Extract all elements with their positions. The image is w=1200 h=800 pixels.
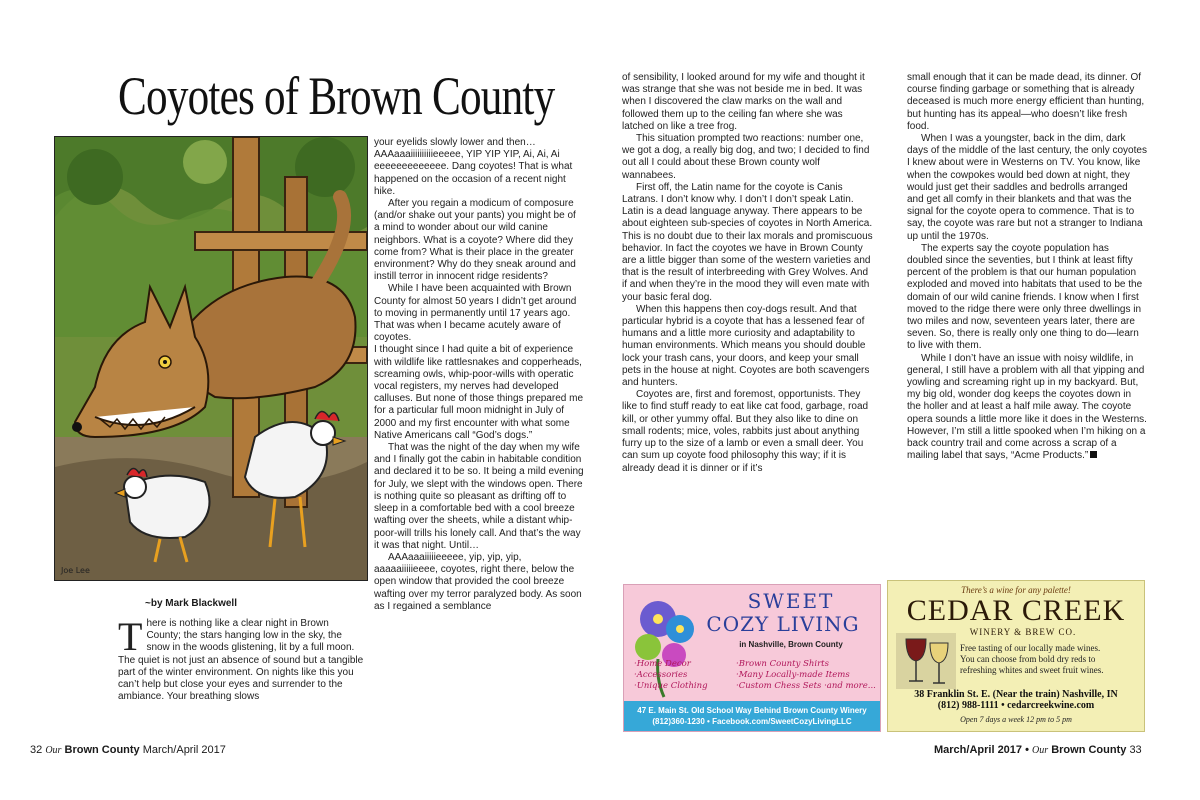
end-mark-icon: [1090, 451, 1097, 458]
sweet-cozy-living-ad[interactable]: [623, 584, 881, 732]
paragraph: of sensibility, I looked around for my wife and thought it was strange that she was not beside me in bed. It was when I discovered the claw marks on the wall and followed them up to the ceiling fan where she was latched on like a tree frog.: [622, 72, 865, 132]
paragraph: While I have been acquainted with Brown County for almost 50 years I didn’t get around to moving in permanently until 17 years ago. That was when I became acutely aware of coyotes.: [374, 283, 577, 344]
issue-date: March/April 2017: [142, 744, 226, 756]
paragraph: That was the night of the day when my wife and I finally got the cabin in habitable condition and declared it to be so. It being a mild evening for July, we slept with the windows open. There is nothing quite so pleasant as drifting off to sleep in a comfortable bed with a cool breeze wafting over the sheets, while a distant whip-poor-will trills his lonely call. And that’s the way it was that night. Until…: [374, 442, 584, 551]
sweet-title: SWEET: [747, 589, 835, 613]
list-item: ·Many Locally-made Items: [736, 670, 850, 680]
illustration-signature: Joe Lee: [61, 566, 90, 575]
paragraph: [907, 353, 1147, 463]
sweet-subtitle: in Nashville, Brown County: [739, 640, 843, 649]
cedar-address: 38 Franklin St. E. (Near the train) Nashville, IN: [914, 689, 1118, 700]
magazine-our: Our: [45, 745, 62, 756]
description-line: You can choose from bold dry reds to: [960, 654, 1096, 664]
sweet-contact-bar: [624, 701, 880, 731]
list-item: ·Accessories: [634, 670, 688, 680]
list-item: ·Unique Clothing: [634, 681, 708, 691]
coyote-chicken-illustration: [54, 136, 368, 581]
cozy-living-title: COZY LIVING: [706, 612, 860, 636]
magazine-our: Our: [1032, 745, 1049, 756]
paragraph: This situation prompted two reactions: number one, we got a dog, a really big dog, and two; I decided to find out all I could about these Brown county wolf wannabees.: [622, 133, 870, 181]
paragraph: When I was a youngster, back in the dim, dark days of the middle of the last century, the only coyotes I knew about were in Westerns on TV. You know, like when the cowpokes would bed down at night, they would just get their saddles and bedrolls arranged and get all comfy in their blankets and that was the signal for the coyote opera to commence. That is to say, the coyote was rare but not a stranger to Indiana up until the 1970s.: [907, 133, 1147, 242]
cedar-contact: (812) 988-1111 • cedarcreekwine.com: [937, 700, 1095, 711]
opening-text: here is nothing like a clear night in Brown County; the stars hanging low in the sky, the snow in the woods glistening, lit by a full moon. The quiet is not just an absence of sound but a tangible part of the winter environment. On nights like this you can’t help but close your eyes and surrender to the ambiance. Your breathing slows: [118, 618, 364, 703]
article-column-1: [118, 614, 364, 703]
paragraph: I thought since I had quite a bit of experience with wildlife like rattlesnakes and copperheads, screaming owls, whip-poor-wills with operatic vocal registers, my nerves had developed calluses. But none of those things prepared me for a particular full moon midnight in July of 2000 and my first encounter with what some Native Americans call “God’s dogs.”: [374, 344, 584, 441]
cedar-hours: Open 7 days a week 12 pm to 5 pm: [960, 715, 1072, 724]
closing-text: While I don’t have an issue with noisy wildlife, in general, I still have a problem with all that yipping and yowling and screaming right up in my backyard. But, my big old, wonder dog keeps the coyotes down in the holler and at least a half mile away. The coyote opera sounds a little more like it does in the Westerns. However, I’m still a little spooked when I’m hiking on a back country trail and come across a scrap of a mailing label that says, “Acme Products.”: [907, 352, 1147, 462]
illustration-svg: [55, 137, 367, 580]
footer-left: [30, 744, 226, 756]
cedar-description: [960, 643, 1140, 676]
list-item: ·Home Decor: [634, 659, 691, 669]
byline: ~by Mark Blackwell: [145, 598, 237, 609]
list-item: ·Brown County Shirts: [736, 659, 829, 669]
paragraph: After you regain a modicum of composure (and/or shake out your pants) you might be of a mind to wonder about our wild canine neighbors. What is a coyote? Where did they come from? What is their place in the greater environment? Why do they sneak around and instill terror in innocent ridge residents?: [374, 198, 576, 283]
cedar-address-block: [888, 689, 1144, 711]
magazine-brand: Brown County: [1051, 744, 1127, 756]
sweet-address: 47 E. Main St. Old School Way Behind Brown County Winery: [637, 706, 867, 715]
paragraph: The experts say the coyote population has doubled since the seventies, but I think at least fifty percent of the problem is that our human population exploded and moved into habitats that used to be the domain of our wild canine friends. I know when I first moved to the ridge there were only three dwellings in two miles and now, seventeen years later, there are seven. So, there is really only one thing to do—learn to live with them.: [907, 242, 1143, 352]
wine-glasses-icon: [896, 633, 956, 689]
article-column-3: [622, 72, 874, 475]
paragraph: First off, the Latin name for the coyote is Canis Latrans. I don’t know why. I don’t I don’t speak Latin. Latin is a dead language anyway. There appears to be about eighteen sub-species of coyotes in North America. This is no doubt due to their lax morals and promiscuous behavior. In fact the coyotes we have in Brown County are a little bigger than some of the western varieties and that is the result of interbreeding with Grey Wolves. And if and when they’re in the mood they will even mate with your basic feral dog.: [622, 181, 873, 303]
product-list-left: [634, 659, 744, 692]
sweet-contact: (812)360-1230 • Facebook.com/SweetCozyLivingLLC: [652, 717, 852, 726]
article-title: Coyotes of Brown County: [118, 66, 555, 126]
article-column-2: [374, 137, 584, 613]
cedar-subtitle: WINERY & BREW CO.: [969, 627, 1077, 637]
list-item: ·Custom Chess Sets ·and more...: [736, 681, 876, 691]
cedar-tagline: There’s a wine for any palette!: [961, 585, 1071, 595]
paragraph: AAAaaaiiiiieeeee, yip, yip, yip, aaaaaiiiiieeee, coyotes, right there, below the open window that provided the cool breeze wafting over my terror paralyzed body. As soon as I regained a semblance: [374, 551, 582, 612]
drop-cap: T: [118, 614, 143, 659]
page-number: 33: [1129, 744, 1142, 756]
issue-date: March/April 2017 •: [934, 744, 1029, 756]
cedar-creek-ad[interactable]: [887, 580, 1145, 732]
paragraph: Coyotes are, first and foremost, opportunists. They like to find stuff ready to eat like cat food, garbage, road kill, or other yummy offal. But they also like to dine on small rodents; mice, voles, rabbits just about anything furry up to the size of a lamb or even a small deer. You can sum up coyote food philosophy this way; if it is already dead it is dinner or if it’s: [622, 389, 869, 474]
page-number: 32: [30, 744, 43, 756]
paragraph: small enough that it can be made dead, its dinner. Of course finding garbage or something that is already deceased is much more energy efficient than hunting, but hunting has its appeal—who doesn’t like fresh food.: [907, 72, 1145, 132]
footer-right: [934, 744, 1142, 756]
description-line: refreshing whites and sweet fruit wines.: [960, 665, 1104, 675]
article-column-4: [907, 72, 1147, 463]
description-line: Free tasting of our locally made wines.: [960, 643, 1101, 653]
product-list-right: [736, 659, 878, 692]
paragraph: When this happens then coy-dogs result. And that particular hybrid is a coyote that has a lessened fear of humans and a little more curiosity and adaptability to human environments. Which means you should double lock your trash cans, your doors, and keep your small pets in the house at night. Coyotes are both scavengers and hunters.: [622, 303, 870, 389]
opening-paragraph: [118, 614, 364, 703]
magazine-brand: Brown County: [64, 744, 140, 756]
cedar-name: CEDAR CREEK: [906, 594, 1126, 627]
paragraph: your eyelids slowly lower and then… AAAaaaiiiiiiiiiieeeee, YIP YIP YIP, Ai, Ai, Ai eeeeeeeeeeeee. Dang coyotes! That is what happened on the occasion of a recent night hike.: [374, 137, 573, 197]
